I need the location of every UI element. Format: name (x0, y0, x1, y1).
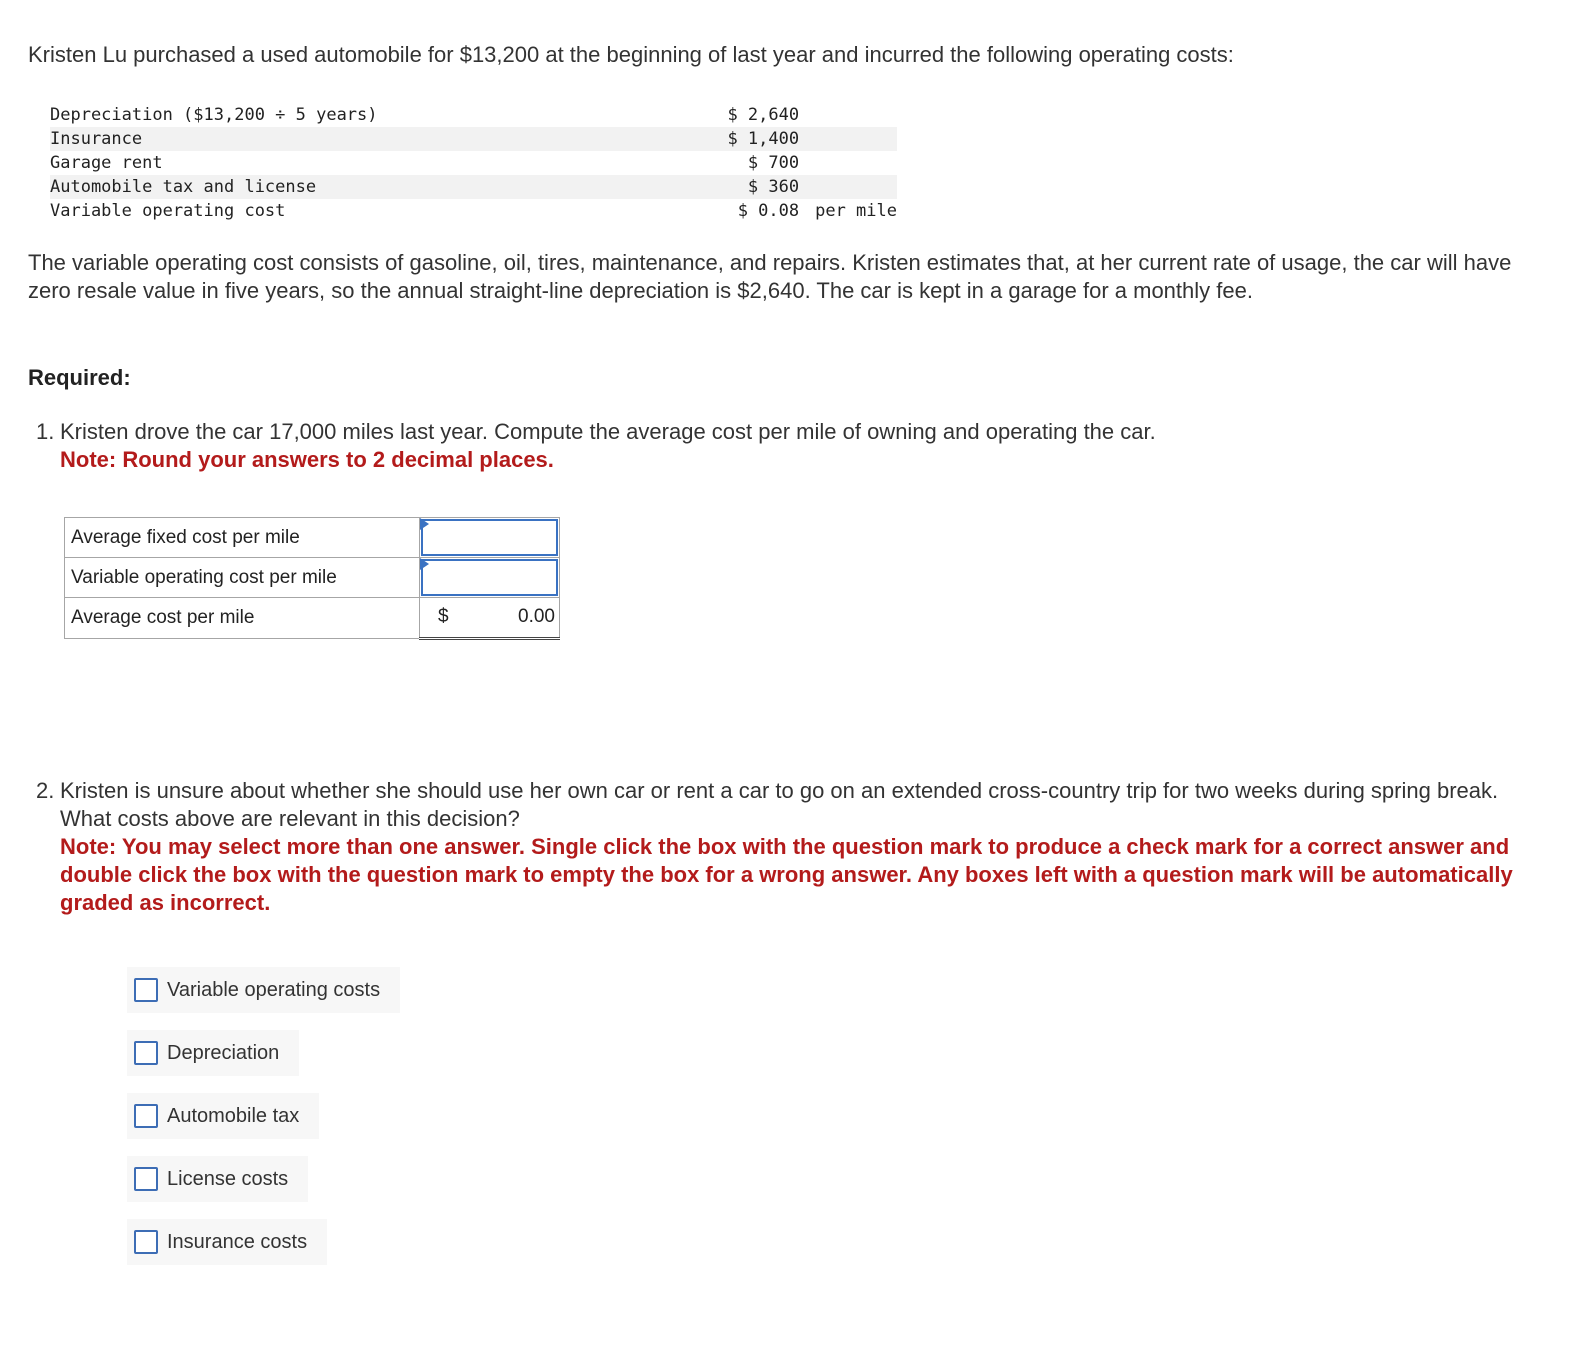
cost-amount: $ 1,400 (608, 127, 799, 151)
answer-table (64, 517, 560, 640)
average-cost-value: 0.00 (518, 606, 555, 627)
cost-unit: per mile (815, 201, 897, 221)
answer-row (65, 598, 560, 639)
cost-amount: $ 700 (747, 153, 800, 173)
cost-unit (799, 103, 897, 127)
cost-row (50, 103, 897, 127)
checkbox-icon[interactable] (134, 978, 158, 1002)
input-flag-icon (420, 558, 429, 570)
required-heading: Required: (28, 365, 131, 390)
answer-label: Average fixed cost per mile (65, 518, 420, 558)
option-label: Variable operating costs (167, 978, 381, 1001)
cost-row (50, 151, 897, 175)
option-label: License costs (167, 1167, 289, 1190)
input-flag-icon (420, 518, 429, 530)
cost-row (50, 199, 897, 223)
cost-row (50, 175, 897, 199)
cost-label: Automobile tax and license (50, 175, 608, 199)
option-depreciation[interactable] (127, 1030, 299, 1076)
fixed-cost-input[interactable] (421, 519, 558, 556)
cost-amount: $ 360 (608, 175, 799, 199)
option-label: Insurance costs (167, 1230, 308, 1253)
cost-label: Variable operating cost (50, 201, 286, 221)
currency-symbol: $ (438, 606, 449, 627)
description-paragraph: The variable operating cost consists of gasoline, oil, tires, maintenance, and repairs. Kristen estimates that, at her current rate of usage, the car will have zero resale value in five years, so the annual straight-line depreciation is $2,640. The car is kept in a garage for a monthly fee. (28, 250, 1512, 303)
cost-unit (799, 175, 897, 199)
question-text: Kristen is unsure about whether she should use her own car or rent a car to go on an extended cross-country trip for two weeks during spring break. What costs above are relevant in this decision? (60, 778, 1499, 831)
answer-label: Average cost per mile (65, 598, 420, 639)
average-cost-total (420, 598, 560, 639)
cost-unit (799, 151, 897, 175)
cost-amount: $ 2,640 (727, 105, 800, 125)
option-variable-operating-costs[interactable] (127, 967, 400, 1013)
variable-cost-input[interactable] (421, 559, 558, 596)
intro-text: Kristen Lu purchased a used automobile for $13,200 at the beginning of last year and incurred the following operating costs: (28, 42, 1234, 67)
checkbox-icon[interactable] (134, 1230, 158, 1254)
cost-label: Depreciation ($13,200 ÷ 5 years) (50, 105, 378, 125)
question-number: 1. (36, 419, 55, 444)
option-label: Automobile tax (167, 1104, 300, 1127)
question-note: Note: You may select more than one answer. Single click the box with the question mark to produce a check mark for a correct answer and double click the box with the question mark to empty the box for a wrong answer. Any boxes left with a question mark will be automatically graded as incorrect. (60, 834, 1513, 915)
cost-amount: $ 0.08 (737, 201, 800, 221)
answer-label: Variable operating cost per mile (65, 558, 420, 598)
option-label: Depreciation (167, 1041, 280, 1064)
option-automobile-tax[interactable] (127, 1093, 319, 1139)
answer-row (65, 558, 560, 598)
cost-unit (799, 127, 897, 151)
question-note: Note: Round your answers to 2 decimal places. (60, 447, 554, 472)
question-text: Kristen drove the car 17,000 miles last year. Compute the average cost per mile of owning and operating the car. (60, 419, 1156, 444)
operating-costs-table (50, 103, 897, 223)
cost-label: Garage rent (50, 153, 163, 173)
checkbox-icon[interactable] (134, 1041, 158, 1065)
question-2 (36, 777, 1536, 917)
question-1 (36, 418, 1536, 474)
cost-label: Insurance (50, 127, 608, 151)
checkbox-icon[interactable] (134, 1167, 158, 1191)
checkbox-icon[interactable] (134, 1104, 158, 1128)
cost-row (50, 127, 897, 151)
variable-cost-field[interactable] (423, 561, 556, 594)
option-insurance-costs[interactable] (127, 1219, 327, 1265)
answer-row (65, 518, 560, 558)
option-license-costs[interactable] (127, 1156, 308, 1202)
fixed-cost-field[interactable] (423, 521, 556, 554)
question-number: 2. (36, 778, 55, 803)
